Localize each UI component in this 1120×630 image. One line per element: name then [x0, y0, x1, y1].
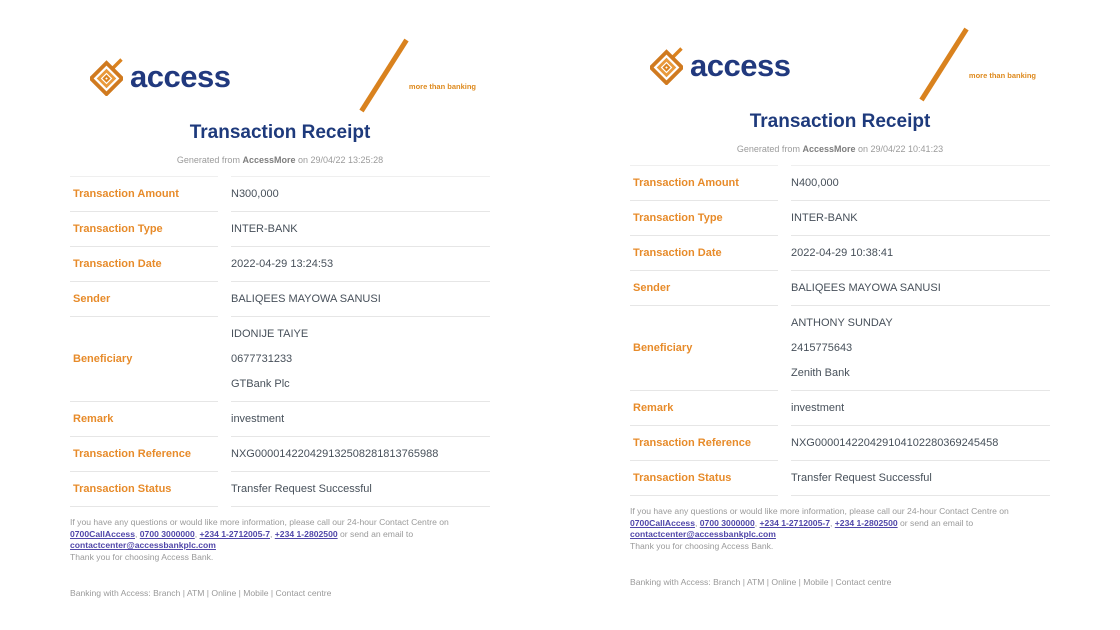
contact-phone-link[interactable]: +234 1-2712005-7 [199, 528, 270, 539]
brand-tagline: more than banking [968, 71, 1036, 80]
field-value-line: NXG000014220429104102280369245458 [791, 436, 999, 449]
generated-app-name: AccessMore [242, 155, 296, 165]
brand-slash-block [918, 27, 1050, 103]
generated-prefix: Generated from [176, 155, 240, 165]
receipt-row [70, 317, 490, 402]
field-label: Transaction Reference [630, 426, 778, 461]
footer-email-lead: or send an email to [900, 517, 974, 528]
contact-phone-link[interactable]: 0700CallAccess [630, 517, 695, 528]
generated-line [630, 144, 1050, 154]
field-value [231, 317, 490, 402]
field-label: Beneficiary [630, 306, 778, 391]
field-label: Transaction Date [630, 236, 778, 271]
receipt-details-table [630, 165, 1050, 496]
footer-line-1: If you have any questions or would like more information, please call our 24-hour Contact Centre on [630, 506, 1009, 516]
field-label: Transaction Reference [70, 437, 218, 472]
field-value [231, 282, 490, 317]
field-value [231, 176, 490, 212]
field-value [791, 426, 1050, 461]
field-value-line: GTBank Plc [231, 377, 290, 390]
field-value [231, 472, 490, 507]
receipt-row [630, 271, 1050, 306]
receipt-header [70, 38, 490, 112]
contact-phone-links: 0700CallAccess, 0700 3000000, +234 1-2712005-7, +234 1-2802500 [630, 517, 898, 528]
transaction-receipt-right [630, 27, 1050, 587]
field-value-line: 2022-04-29 10:38:41 [791, 246, 894, 259]
field-value-line: Transfer Request Successful [231, 482, 372, 495]
receipt-row [70, 212, 490, 247]
receipt-row [630, 306, 1050, 391]
access-diamond-icon [90, 58, 123, 96]
field-value-line: ANTHONY SUNDAY [791, 316, 893, 329]
receipt-row [70, 437, 490, 472]
contact-phone-links: 0700CallAccess, 0700 3000000, +234 1-2712005-7, +234 1-2802500 [70, 528, 338, 539]
receipt-row [630, 461, 1050, 496]
receipt-row [630, 201, 1050, 236]
field-value-line: N300,000 [231, 187, 279, 200]
field-value [791, 236, 1050, 271]
field-value-line: INTER-BANK [791, 211, 858, 224]
field-label: Transaction Amount [70, 176, 218, 212]
field-value-line: Transfer Request Successful [791, 471, 932, 484]
generated-timestamp: on 29/04/22 13:25:28 [298, 155, 384, 165]
footer-contact-info [70, 517, 490, 563]
field-label: Transaction Type [70, 212, 218, 247]
generated-line [70, 155, 490, 165]
footer-email-lead: or send an email to [340, 528, 414, 539]
banking-channels-line: Banking with Access: Branch | ATM | Online | Mobile | Contact centre [630, 577, 892, 587]
contact-phone-link[interactable]: 0700CallAccess [70, 528, 135, 539]
receipt-row [630, 236, 1050, 271]
receipt-details-table [70, 176, 490, 507]
field-value [791, 306, 1050, 391]
receipt-row [70, 402, 490, 437]
footer-line-1: If you have any questions or would like more information, please call our 24-hour Contact Centre on [70, 517, 449, 527]
contact-email-link[interactable]: contactcenter@accessbankplc.com [630, 529, 776, 539]
receipt-row [630, 165, 1050, 201]
access-diamond-icon [650, 47, 683, 85]
field-value-line: BALIQEES MAYOWA SANUSI [231, 292, 381, 305]
contact-phone-link[interactable]: +234 1-2712005-7 [759, 517, 830, 528]
generated-prefix: Generated from [736, 144, 800, 154]
brand-slash-block [358, 38, 490, 114]
field-value-line: N400,000 [791, 176, 839, 189]
field-value [231, 247, 490, 282]
receipt-header [630, 27, 1050, 101]
generated-timestamp: on 29/04/22 10:41:23 [858, 144, 944, 154]
field-label: Sender [70, 282, 218, 317]
footer-thanks: Thank you for choosing Access Bank. [630, 540, 774, 551]
field-label: Remark [630, 391, 778, 426]
banking-channels-line: Banking with Access: Branch | ATM | Online | Mobile | Contact centre [70, 588, 332, 598]
receipt-row [70, 176, 490, 212]
receipt-row [630, 391, 1050, 426]
field-value-line: 2022-04-29 13:24:53 [231, 257, 334, 270]
field-label: Transaction Status [70, 472, 218, 507]
field-value-line: INTER-BANK [231, 222, 298, 235]
access-bank-logo [650, 47, 790, 85]
contact-phone-link[interactable]: +234 1-2802500 [274, 528, 338, 539]
field-label: Transaction Status [630, 461, 778, 496]
field-value-line: investment [231, 412, 285, 425]
brand-tagline: more than banking [408, 82, 476, 91]
field-label: Remark [70, 402, 218, 437]
receipt-row [70, 247, 490, 282]
field-label: Beneficiary [70, 317, 218, 402]
field-value-line: 0677731233 [231, 352, 293, 365]
field-value [231, 402, 490, 437]
contact-phone-link[interactable]: 0700 3000000 [699, 517, 755, 528]
access-bank-logo [90, 58, 230, 96]
field-value-line: BALIQEES MAYOWA SANUSI [791, 281, 941, 294]
footer-line-2 [630, 518, 1050, 541]
contact-phone-link[interactable]: 0700 3000000 [139, 528, 195, 539]
transaction-receipt-left [70, 38, 490, 598]
receipt-title: Transaction Receipt [189, 122, 371, 143]
field-value [791, 391, 1050, 426]
access-wordmark: access [130, 58, 231, 94]
field-value [231, 437, 490, 472]
field-value-line: NXG000014220429132508281813765988 [231, 447, 439, 460]
field-value [791, 271, 1050, 306]
receipt-row [70, 282, 490, 317]
field-label: Sender [630, 271, 778, 306]
access-wordmark: access [690, 47, 791, 83]
receipt-title: Transaction Receipt [749, 111, 931, 132]
footer-contact-info [630, 506, 1050, 552]
field-label: Transaction Type [630, 201, 778, 236]
field-value [791, 201, 1050, 236]
field-value [791, 461, 1050, 496]
field-value-line: investment [791, 401, 845, 414]
receipt-row [630, 426, 1050, 461]
footer-thanks: Thank you for choosing Access Bank. [70, 551, 214, 562]
field-label: Transaction Date [70, 247, 218, 282]
contact-email-link[interactable]: contactcenter@accessbankplc.com [70, 540, 216, 550]
field-value [791, 165, 1050, 201]
contact-phone-link[interactable]: +234 1-2802500 [834, 517, 898, 528]
field-value-line: Zenith Bank [791, 366, 850, 379]
field-label: Transaction Amount [630, 165, 778, 201]
field-value-line: IDONIJE TAIYE [231, 327, 309, 340]
field-value-line: 2415775643 [791, 341, 853, 354]
field-value [231, 212, 490, 247]
receipt-row [70, 472, 490, 507]
footer-line-2 [70, 529, 490, 552]
brand-slash-icon [358, 38, 410, 113]
brand-slash-icon [918, 27, 970, 102]
generated-app-name: AccessMore [802, 144, 856, 154]
